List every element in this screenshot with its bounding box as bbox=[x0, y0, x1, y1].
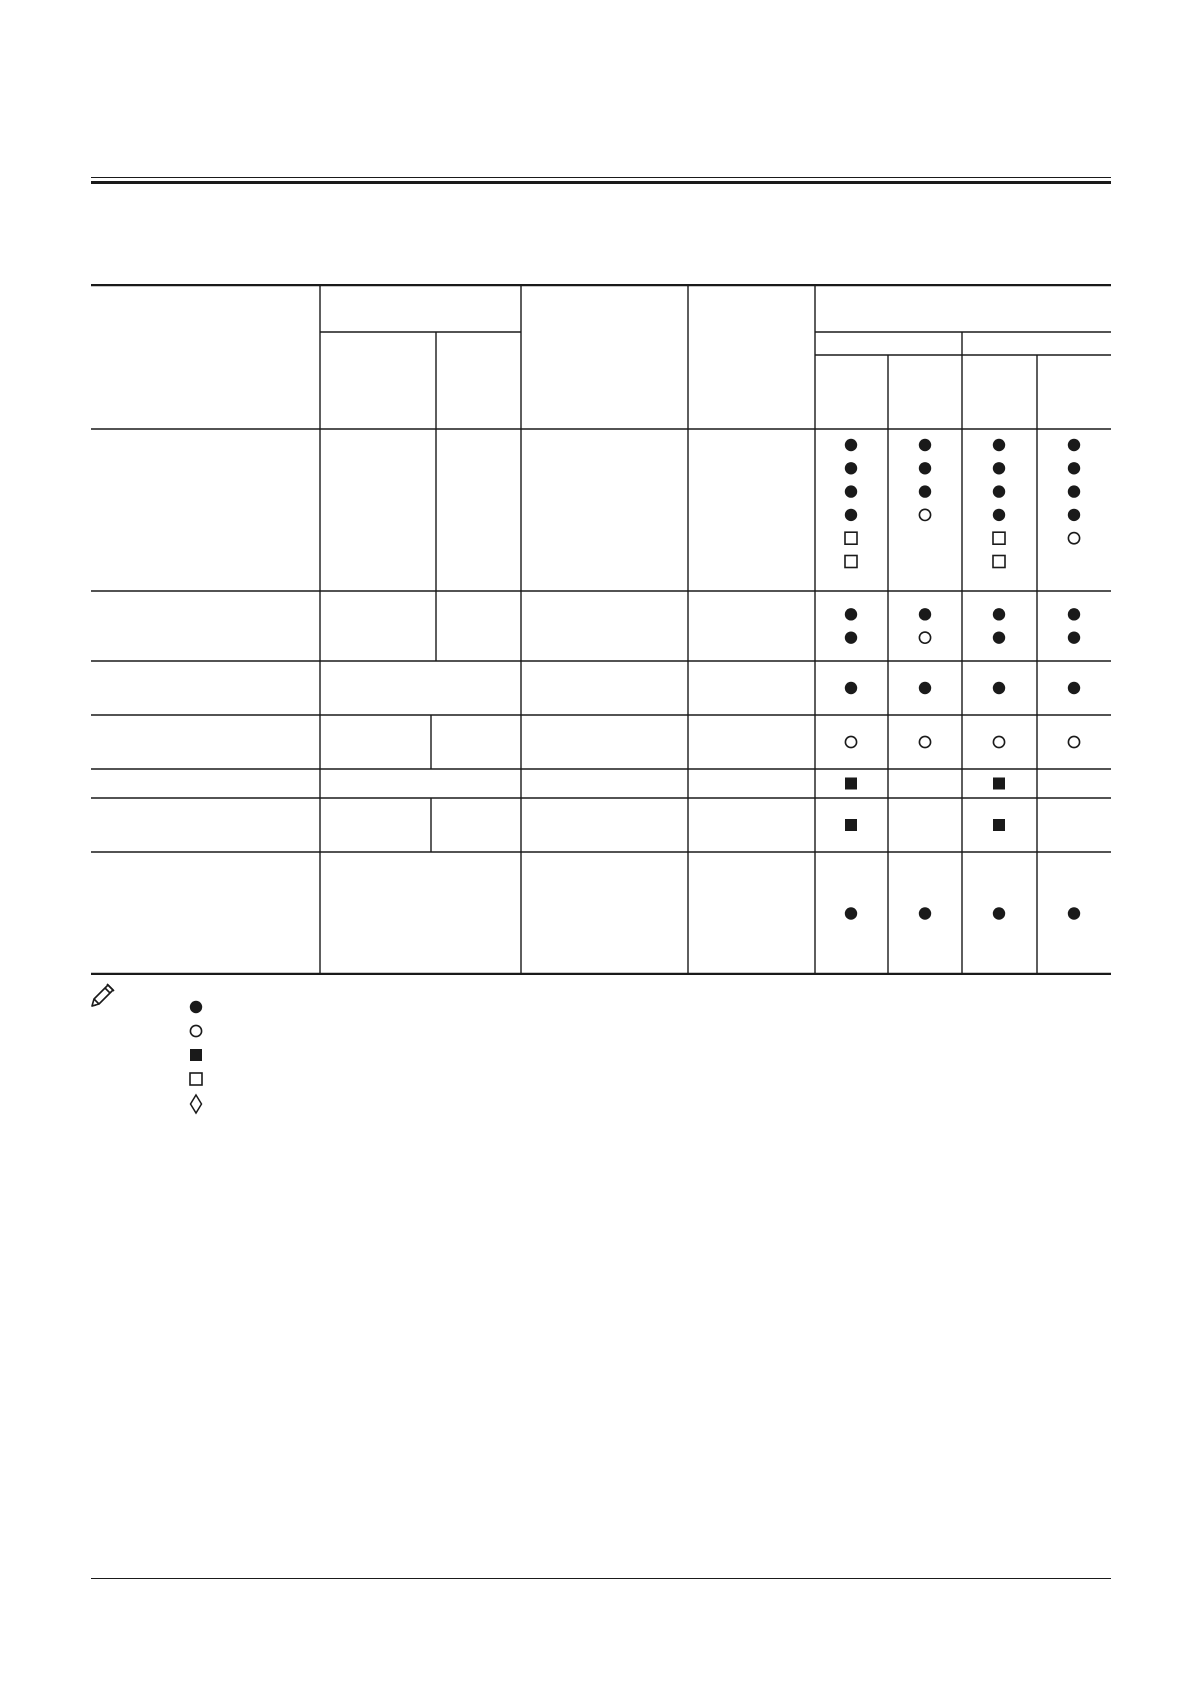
open-diamond-legend-mark bbox=[191, 1095, 202, 1113]
open-square-mark bbox=[993, 532, 1005, 544]
filled-circle-mark bbox=[845, 462, 857, 474]
filled-circle-mark bbox=[993, 631, 1005, 643]
filled-square-mark bbox=[993, 778, 1005, 790]
open-circle-mark bbox=[1068, 533, 1079, 544]
filled-circle-legend-mark bbox=[190, 1001, 202, 1013]
open-circle-legend-mark bbox=[190, 1025, 201, 1036]
open-circle-mark bbox=[845, 736, 856, 747]
header-rule-thin bbox=[91, 177, 1111, 178]
filled-circle-mark bbox=[845, 485, 857, 497]
legend-filled-square bbox=[185, 1044, 207, 1066]
open-circle-mark bbox=[919, 632, 930, 643]
table-grid bbox=[91, 284, 1111, 975]
legend-open-diamond bbox=[185, 1093, 207, 1115]
filled-circle-mark bbox=[845, 439, 857, 451]
filled-circle-mark bbox=[845, 682, 857, 694]
filled-circle-mark bbox=[919, 907, 931, 919]
filled-circle-mark bbox=[1068, 608, 1080, 620]
open-square-mark bbox=[993, 556, 1005, 568]
filled-circle-mark bbox=[845, 631, 857, 643]
legend-open-square bbox=[185, 1068, 207, 1090]
filled-square-mark bbox=[845, 778, 857, 790]
filled-circle-mark bbox=[993, 439, 1005, 451]
filled-circle-mark bbox=[1068, 631, 1080, 643]
filled-circle-mark bbox=[1068, 907, 1080, 919]
filled-circle-mark bbox=[919, 439, 931, 451]
open-circle-mark bbox=[993, 736, 1004, 747]
filled-circle-mark bbox=[1068, 462, 1080, 474]
footer-rule bbox=[91, 1578, 1111, 1579]
open-circle-mark bbox=[1068, 736, 1079, 747]
filled-circle-mark bbox=[993, 509, 1005, 521]
filled-square-legend-mark bbox=[190, 1049, 202, 1061]
filled-square-mark bbox=[993, 819, 1005, 831]
filled-circle-mark bbox=[1068, 682, 1080, 694]
filled-circle-mark bbox=[919, 608, 931, 620]
open-square-mark bbox=[845, 556, 857, 568]
open-circle-mark bbox=[919, 509, 930, 520]
filled-circle-mark bbox=[993, 608, 1005, 620]
filled-circle-mark bbox=[1068, 509, 1080, 521]
filled-circle-mark bbox=[919, 682, 931, 694]
legend-filled-circle bbox=[185, 996, 207, 1018]
filled-circle-mark bbox=[845, 907, 857, 919]
pencil-icon bbox=[88, 980, 118, 1010]
filled-circle-mark bbox=[919, 462, 931, 474]
filled-square-mark bbox=[845, 819, 857, 831]
legend-open-circle bbox=[185, 1020, 207, 1042]
filled-circle-mark bbox=[993, 907, 1005, 919]
filled-circle-mark bbox=[919, 485, 931, 497]
filled-circle-mark bbox=[993, 682, 1005, 694]
filled-circle-mark bbox=[993, 485, 1005, 497]
open-square-legend-mark bbox=[190, 1073, 202, 1085]
filled-circle-mark bbox=[845, 509, 857, 521]
filled-circle-mark bbox=[993, 462, 1005, 474]
header-rule-thick bbox=[91, 181, 1111, 184]
open-circle-mark bbox=[919, 736, 930, 747]
filled-circle-mark bbox=[845, 608, 857, 620]
filled-circle-mark bbox=[1068, 485, 1080, 497]
filled-circle-mark bbox=[1068, 439, 1080, 451]
open-square-mark bbox=[845, 532, 857, 544]
compatibility-table bbox=[91, 284, 1111, 975]
